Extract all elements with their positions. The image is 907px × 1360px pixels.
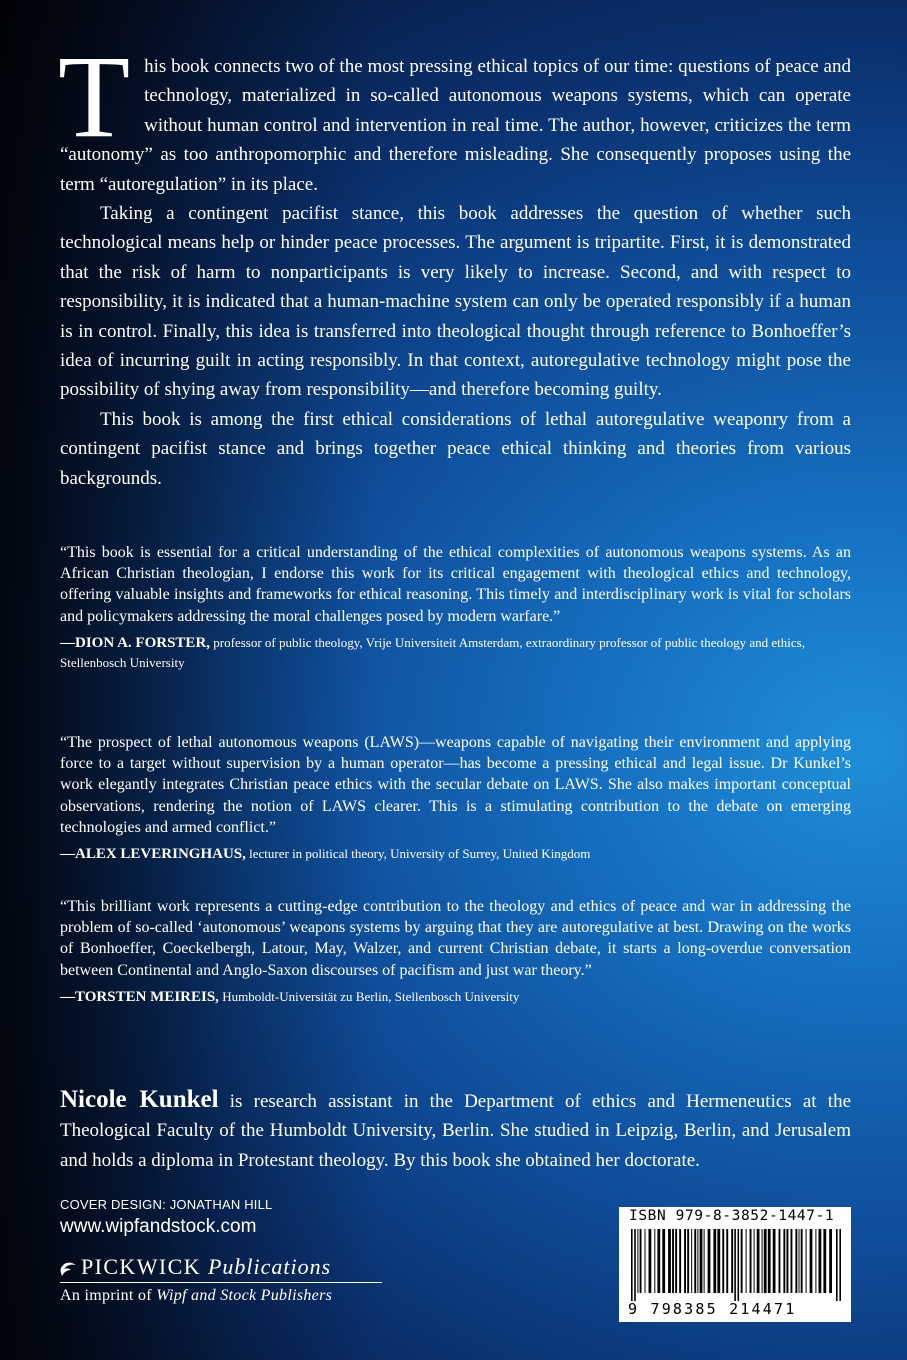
credits bbox=[60, 1196, 420, 1240]
endorsement-attribution bbox=[60, 844, 851, 864]
endorser-name: —DION A. FORSTER, bbox=[60, 634, 211, 651]
barcode-bar bbox=[839, 1229, 841, 1301]
barcode-bar bbox=[787, 1229, 789, 1293]
publisher-name-text: PICKWICK bbox=[81, 1254, 201, 1279]
book-description bbox=[58, 31, 851, 493]
barcode-bar bbox=[836, 1229, 838, 1301]
imprint-prefix: An imprint of bbox=[60, 1287, 157, 1304]
barcode-bar bbox=[819, 1229, 822, 1293]
barcode-bar bbox=[773, 1229, 776, 1293]
barcode-bar bbox=[634, 1229, 636, 1301]
imprint-line bbox=[60, 1286, 400, 1306]
barcode-bar bbox=[801, 1229, 803, 1293]
barcode-bar bbox=[806, 1229, 807, 1293]
barcode-bar bbox=[762, 1229, 763, 1293]
endorsement bbox=[60, 732, 851, 864]
endorsement-attribution bbox=[60, 987, 851, 1007]
barcode-bar bbox=[679, 1229, 681, 1293]
barcode-bar bbox=[741, 1229, 743, 1293]
barcode-bar bbox=[810, 1229, 813, 1293]
barcode-bar bbox=[791, 1229, 793, 1293]
barcode-bar bbox=[823, 1229, 826, 1293]
publisher-series: Publications bbox=[207, 1254, 332, 1279]
author-bio-text: is research assistant in the Department of ethics and Hermeneutics at the Theological Faculty of the Humboldt University, Berlin. She studied in Leipzig, Berlin, and Jerusalem and holds a diploma in Protestant theology. By this book she obtained her doctorate. bbox=[60, 1091, 851, 1171]
publisher-name bbox=[60, 1254, 400, 1280]
barcode-bar bbox=[662, 1229, 665, 1293]
barcode-bar bbox=[722, 1229, 724, 1293]
barcode-bar bbox=[657, 1229, 660, 1293]
barcode-bar bbox=[783, 1229, 785, 1293]
publisher-imprint bbox=[60, 1254, 400, 1306]
publisher-divider bbox=[60, 1282, 382, 1283]
barcode-bar bbox=[799, 1229, 800, 1293]
barcode-bar bbox=[675, 1229, 677, 1293]
barcode-bar bbox=[654, 1229, 655, 1293]
barcode-bar bbox=[726, 1229, 728, 1293]
barcode-bar bbox=[672, 1229, 674, 1293]
barcode-bar bbox=[731, 1229, 733, 1293]
isbn-label: ISBN 979-8-3852-1447-1 bbox=[629, 1208, 835, 1224]
endorser-affiliation: lecturer in political theory, University of Surrey, United Kingdom bbox=[249, 846, 591, 862]
barcode-bar bbox=[764, 1229, 767, 1293]
barcode-bar bbox=[768, 1229, 771, 1293]
imprint-name: Wipf and Stock Publishers bbox=[156, 1287, 333, 1304]
barcode-bar bbox=[795, 1229, 797, 1293]
barcode-bar bbox=[757, 1229, 760, 1293]
barcode-bar bbox=[637, 1229, 638, 1293]
endorsement bbox=[60, 542, 851, 673]
endorsement-quote: “This brilliant work represents a cutting-edge contribution to the theology and ethics of peace and war in addressing the problem of so-called ‘autonomous’ weapons systems by arguing that they are autoregulative at best. Drawing on the works of Bonhoeffer, Coeckelbergh, Latour, May, Walzer, and current Christian debate, it starts a long-overdue conversation between Continental and Anglo-Saxon discourses of pacifism and just war theory.” bbox=[60, 898, 851, 979]
description-paragraph-1-text: his book connects two of the most pressing ethical topics of our time: questions of peace and technology, materialized in so-called autonomous weapons systems, which can operate without human control and intervention in real time. The author, however, criticizes the term “autonomy” as too anthropomorphic and therefore misleading. She consequently proposes using the term “autoregulation” in its place. bbox=[60, 56, 851, 195]
description-paragraph-1 bbox=[58, 31, 851, 199]
barcode-bar bbox=[694, 1229, 696, 1293]
endorser-name: —ALEX LEVERINGHAUS, bbox=[60, 846, 246, 863]
barcode-bar bbox=[668, 1229, 671, 1293]
publisher-logo-icon bbox=[60, 1258, 78, 1276]
publisher-website-link[interactable]: www.wipfandstock.com bbox=[60, 1216, 257, 1237]
barcode-bar bbox=[645, 1229, 646, 1293]
barcode-bars bbox=[631, 1229, 841, 1301]
barcode-bar bbox=[815, 1229, 816, 1293]
barcode-bar bbox=[750, 1229, 752, 1293]
drop-cap: T bbox=[58, 31, 131, 162]
endorsement-attribution bbox=[60, 633, 851, 673]
barcode-bar bbox=[684, 1229, 686, 1293]
barcode-bar bbox=[738, 1229, 740, 1301]
barcode-bar bbox=[746, 1229, 747, 1293]
barcode-bar bbox=[713, 1229, 716, 1293]
endorsement-quote: “The prospect of lethal autonomous weapons (LAWS)—weapons capable of navigating their environment and applying force to a target without supervision by a human operator—has become a pressing ethical and legal issue. Dr Kunkel’s work elegantly integrates Christian peace ethics with the secular debate on LAWS. She also makes important conceptual observations, rendering the notion of LAWS clearer. This is a stimulating contribution to the debate on emerging technologies and armed conflict.” bbox=[60, 734, 851, 836]
description-paragraph-2: Taking a contingent pacifist stance, this book addresses the question of whether such technological means help or hinder peace processes. The argument is tripartite. First, it is demonstrated that the risk of harm to nonparticipants is very likely to increase. Second, and with respect to responsibility, it is indicated that a human-machine system can only be operated responsibly if a human is in control. Finally, this idea is transferred into theological thought through reference to Bonhoeffer’s idea of incurring guilt in acting responsibly. In that context, autoregulative technology might pose the possibility of shying away from responsibility—and therefore becoming guilty. bbox=[60, 203, 851, 401]
barcode-bar bbox=[779, 1229, 781, 1293]
endorsement bbox=[60, 896, 851, 1007]
barcode-bar bbox=[700, 1229, 703, 1293]
endorsement-quote: “This book is essential for a critical understanding of the ethical complexities of autonomous weapons systems. As an African Christian theologian, I endorse this work for its critical engagement with theological ethics and technology, offering valuable insights and frameworks for ethical reasoning. This timely and interdisciplinary work is vital for scholars and policymakers addressing the moral challenges posed by modern warfare.” bbox=[60, 544, 851, 625]
endorser-affiliation: Humboldt-Universität zu Berlin, Stellenbosch University bbox=[222, 988, 520, 1004]
barcode-number: 9 798385 214471 bbox=[628, 1300, 797, 1318]
barcode-bar bbox=[754, 1229, 755, 1293]
barcode-bar bbox=[687, 1229, 689, 1293]
barcode-bar bbox=[717, 1229, 720, 1293]
barcode-bar bbox=[640, 1229, 642, 1293]
author-name: Nicole Kunkel bbox=[60, 1086, 219, 1113]
endorser-affiliation: professor of public theology, Vrije Universiteit Amsterdam, extraordinary professor of public theology and ethics, Stellenbosch University bbox=[60, 634, 805, 670]
barcode-bar bbox=[734, 1229, 736, 1301]
barcode-bar bbox=[829, 1229, 832, 1293]
barcode-bar bbox=[691, 1229, 692, 1293]
barcode-bar bbox=[631, 1229, 633, 1301]
barcode-bar bbox=[708, 1229, 711, 1293]
author-bio bbox=[60, 1085, 851, 1175]
barcode-bar bbox=[704, 1229, 705, 1293]
isbn-barcode bbox=[619, 1207, 851, 1322]
endorser-name: —TORSTEN MEIREIS, bbox=[60, 988, 219, 1005]
cover-design-credit: COVER DESIGN: JONATHAN HILL bbox=[60, 1197, 273, 1212]
barcode-bar bbox=[697, 1229, 698, 1293]
description-paragraph-3: This book is among the first ethical considerations of lethal autoregulative weaponry from a contingent pacifist stance and brings together peace ethical thinking and theories from various backgrounds. bbox=[60, 408, 851, 489]
barcode-bar bbox=[649, 1229, 652, 1293]
